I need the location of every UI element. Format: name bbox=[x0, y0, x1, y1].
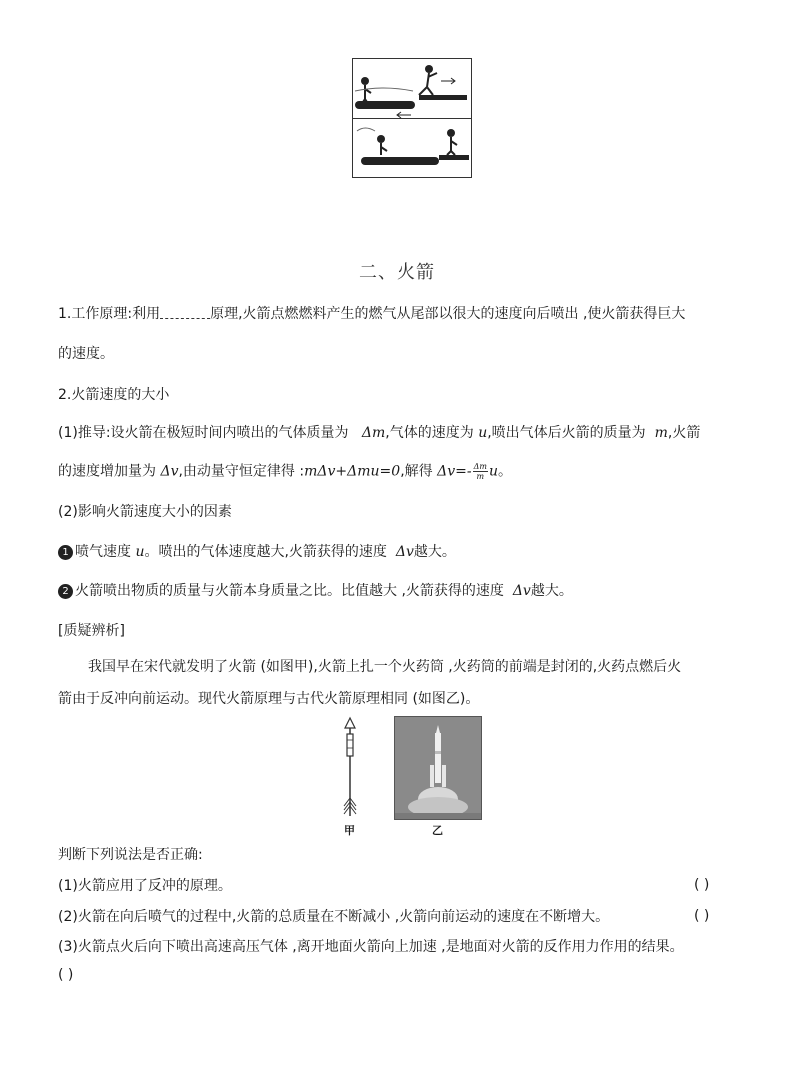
solution-lhs: Δv=- bbox=[437, 463, 472, 480]
derive-line2 bbox=[58, 462, 512, 481]
item1-line1 bbox=[58, 305, 685, 323]
fraction-dm-over-m bbox=[473, 462, 488, 481]
derive-text-a: (1)推导:设火箭在极短时间内喷出的气体质量为 bbox=[58, 425, 349, 441]
fraction-denominator: m bbox=[476, 472, 485, 481]
judge-q3: (3)火箭点火后向下喷出高速高压气体 ,离开地面火箭向上加速 ,是地面对火箭的反作用力作用的结果。 bbox=[58, 939, 684, 955]
factors-title: (2)影响火箭速度大小的因素 bbox=[58, 504, 232, 520]
judge-q2-answer-parens[interactable]: ( ) bbox=[694, 908, 710, 924]
factor-2 bbox=[58, 582, 573, 600]
judge-intro: 判断下列说法是否正确: bbox=[58, 847, 203, 863]
figure-label-yi: 乙 bbox=[432, 824, 443, 837]
item1-line2: 的速度。 bbox=[58, 346, 114, 362]
judge-q2: (2)火箭在向后喷气的过程中,火箭的总质量在不断减小 ,火箭向前运动的速度在不断增大。 bbox=[58, 909, 610, 925]
ancient-rocket-arrow-icon bbox=[336, 716, 364, 822]
panel-divider bbox=[353, 118, 471, 119]
figure-label-jia: 甲 bbox=[344, 824, 355, 837]
factor1-text-b: 。喷出的气体速度越大,火箭获得的速度 bbox=[144, 544, 387, 560]
symbol-m: m bbox=[654, 425, 668, 441]
section-title: 二、火箭 bbox=[359, 262, 435, 283]
modern-rocket-icon bbox=[395, 717, 481, 819]
judge-q1-answer-parens[interactable]: ( ) bbox=[694, 877, 710, 893]
boat-illustration bbox=[352, 58, 472, 178]
factor-1 bbox=[58, 543, 456, 561]
symbol-u: u bbox=[478, 425, 488, 441]
circled-number-2: 2 bbox=[58, 584, 73, 599]
fraction-numerator: Δm bbox=[473, 462, 487, 471]
analysis-paragraph-line1: 我国早在宋代就发明了火箭 (如图甲),火箭上扎一个火药筒 ,火药筒的前端是封闭的,火药点燃后火 bbox=[88, 659, 682, 675]
factor1-symbol-dv: Δv bbox=[395, 544, 414, 560]
momentum-equation: mΔv+Δmu=0 bbox=[304, 463, 401, 480]
analysis-title: [质疑辨析] bbox=[58, 623, 125, 639]
derive-text-e: 的速度增加量为 bbox=[58, 463, 156, 480]
factor1-text-a: 喷气速度 bbox=[75, 544, 131, 560]
ancient-rocket-figure bbox=[336, 716, 364, 822]
factor1-text-c: 越大。 bbox=[413, 544, 456, 560]
modern-rocket-photo bbox=[394, 716, 482, 820]
circled-number-1: 1 bbox=[58, 545, 73, 560]
derive-text-f: ,由动量守恒定律得 : bbox=[178, 463, 305, 480]
factor2-text-c: 越大。 bbox=[530, 583, 573, 599]
analysis-paragraph-line2: 箭由于反冲向前运动。现代火箭原理与古代火箭原理相同 (如图乙)。 bbox=[58, 691, 480, 707]
judge-q1: (1)火箭应用了反冲的原理。 bbox=[58, 878, 232, 894]
item2-title: 2.火箭速度的大小 bbox=[58, 387, 170, 403]
derive-text-d: ,火箭 bbox=[667, 425, 701, 441]
item1-prefix: 1.工作原理:利用 bbox=[58, 306, 161, 322]
derive-text-c: ,喷出气体后火箭的质量为 bbox=[487, 425, 646, 441]
derive-text-b: ,气体的速度为 bbox=[385, 425, 474, 441]
derive-line1 bbox=[58, 424, 700, 442]
fill-blank bbox=[160, 306, 210, 319]
item1-suffix: 原理,火箭点燃燃料产生的燃气从尾部以很大的速度向后喷出 ,使火箭获得巨大 bbox=[210, 306, 686, 322]
symbol-dm: Δm bbox=[361, 425, 386, 441]
derive-text-g: ,解得 bbox=[400, 463, 433, 480]
factor2-symbol-dv: Δv bbox=[512, 583, 531, 599]
judge-q3-answer-parens[interactable]: ( ) bbox=[58, 967, 74, 983]
factor1-symbol-u: u bbox=[135, 544, 145, 560]
factor2-text-a: 火箭喷出物质的质量与火箭本身质量之比。比值越大 ,火箭获得的速度 bbox=[75, 583, 504, 599]
derive-text-h: 。 bbox=[497, 463, 512, 480]
symbol-u-solution: u bbox=[488, 463, 498, 480]
symbol-dv: Δv bbox=[160, 463, 179, 480]
